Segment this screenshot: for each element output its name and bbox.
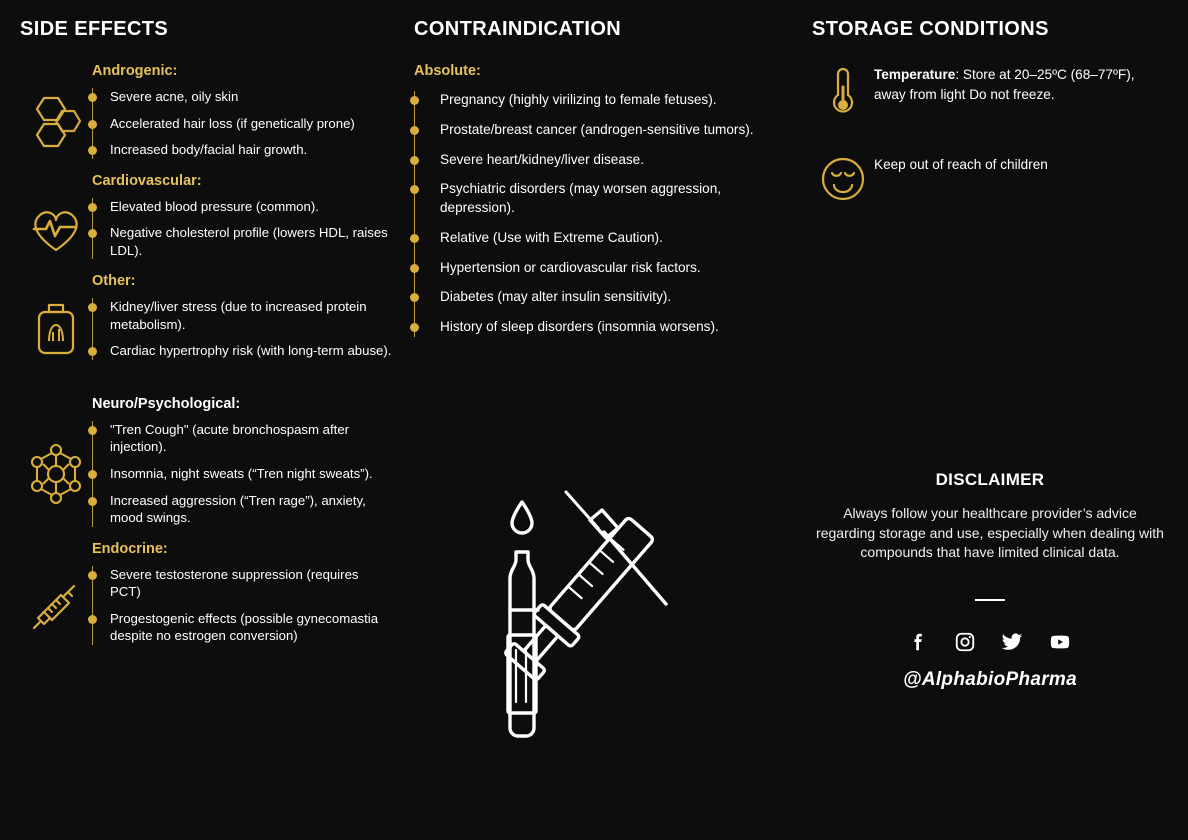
group-heading: Cardiovascular: (92, 172, 202, 189)
list-item: Negative cholesterol profile (lowers HDL, raises LDL). (110, 224, 392, 259)
side-effect-group (20, 396, 392, 527)
list-item: Increased body/facial hair growth. (110, 141, 392, 159)
side-effect-group (20, 63, 392, 159)
contraindication-list (414, 91, 786, 337)
group-heading: Endocrine: (92, 540, 168, 557)
side-effect-group (20, 541, 392, 645)
side-effects-column (20, 0, 392, 659)
group-heading: Other: (92, 273, 136, 290)
youtube-icon[interactable] (1048, 631, 1072, 653)
bullet-list (92, 566, 392, 645)
list-item: Psychiatric disorders (may worsen aggression, depression). (440, 180, 786, 218)
side-effect-group-body (92, 173, 392, 260)
side-effect-group (20, 273, 392, 360)
list-item: Severe acne, oily skin (110, 88, 392, 106)
twitter-icon[interactable] (1000, 631, 1024, 653)
brand-handle: @AlphabioPharma (903, 668, 1077, 690)
storage-temperature-label: Temperature (874, 67, 956, 82)
side-effects-title: SIDE EFFECTS (20, 18, 169, 40)
storage-title: STORAGE CONDITIONS (812, 18, 1049, 40)
list-item: Relative (Use with Extreme Caution). (440, 229, 786, 248)
storage-temperature-text (874, 63, 1168, 104)
molecule-icon (20, 63, 92, 159)
storage-children-text: Keep out of reach of children (874, 157, 1048, 172)
storage-temperature-value: : Store at 20–25ºC (68–77ºF), away from light Do not freeze. (874, 67, 1135, 102)
side-effect-group-body (92, 63, 392, 159)
bullet-list (92, 88, 392, 159)
disclaimer-body: Always follow your healthcare provider’s advice regarding storage and use, especially when dealing with compounds that have limited clinical data. (816, 505, 1164, 561)
list-item: Kidney/liver stress (due to increased protein metabolism). (110, 298, 392, 333)
list-item: "Tren Cough" (acute bronchospasm after injection). (110, 421, 392, 456)
side-effect-group-body (92, 396, 392, 527)
heart-pulse-icon (20, 173, 92, 260)
list-item: Cardiac hypertrophy risk (with long-term abuse). (110, 343, 392, 359)
side-effect-group-body (92, 541, 392, 645)
child-face-icon (812, 153, 874, 203)
bullet-list (92, 421, 392, 527)
list-item: Accelerated hair loss (if genetically prone) (110, 115, 392, 133)
disclaimer-title: DISCLAIMER (935, 470, 1045, 489)
side-effect-group (20, 173, 392, 260)
contraindication-subheading: Absolute: (414, 63, 481, 79)
liver-bottle-icon (20, 273, 92, 360)
facebook-icon[interactable] (908, 631, 930, 653)
storage-column (812, 0, 1168, 229)
divider (975, 599, 1005, 601)
group-heading-text: Neuro/Psychological: (92, 395, 241, 412)
list-item: Severe testosterone suppression (requires PCT) (110, 566, 392, 601)
list-item: Progestogenic effects (possible gynecomastia despite no estrogen conversion) (110, 610, 392, 645)
bullet-list (92, 298, 392, 360)
contraindication-title: CONTRAINDICATION (414, 18, 622, 40)
list-item: Severe heart/kidney/liver disease. (440, 151, 786, 170)
list-item: Diabetes (may alter insulin sensitivity). (440, 288, 786, 307)
syringe-icon (20, 541, 92, 645)
contraindication-column (414, 0, 786, 348)
neuro-molecule-icon (20, 396, 92, 527)
list-item: Elevated blood pressure (common). (110, 198, 392, 216)
syringe-vial-illustration (470, 480, 730, 770)
storage-row (812, 153, 1168, 203)
group-heading (92, 396, 392, 412)
instagram-icon[interactable] (954, 631, 976, 653)
list-item: History of sleep disorders (insomnia worsens). (440, 318, 786, 337)
storage-row (812, 63, 1168, 119)
side-effect-group-body (92, 273, 392, 360)
disclaimer-block (812, 470, 1168, 691)
social-links (812, 631, 1168, 653)
list-item: Increased aggression (“Tren rage”), anxiety, mood swings. (110, 492, 392, 527)
bullet-list (92, 198, 392, 260)
list-item: Pregnancy (highly virilizing to female fetuses). (440, 91, 786, 110)
list-item: Insomnia, night sweats (“Tren night sweats”). (110, 465, 392, 483)
group-heading: Androgenic: (92, 63, 178, 79)
thermometer-icon (812, 63, 874, 119)
list-item: Prostate/breast cancer (androgen-sensitive tumors). (440, 121, 786, 140)
list-item: Hypertension or cardiovascular risk factors. (440, 259, 786, 278)
